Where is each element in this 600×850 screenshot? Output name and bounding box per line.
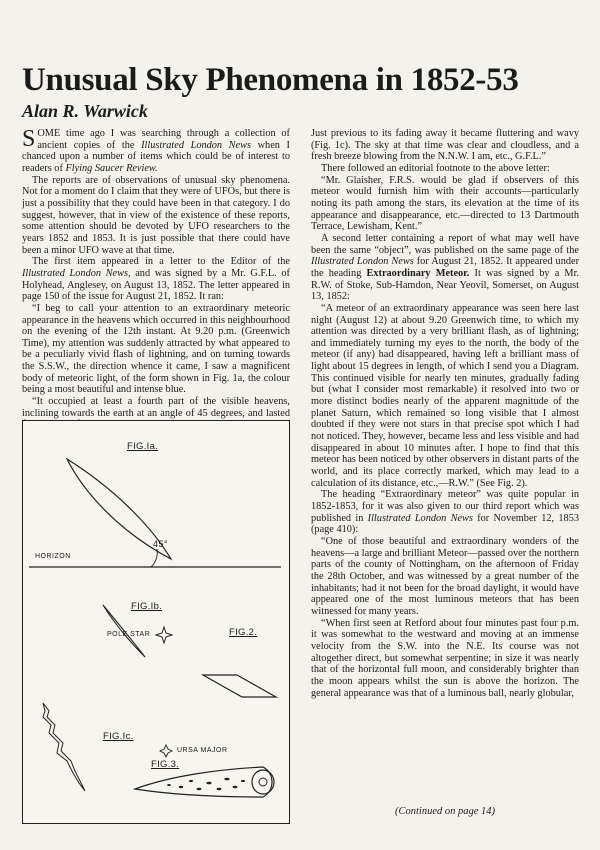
fig1c-wavy-streak: [43, 703, 85, 791]
drop-cap: S: [22, 126, 36, 152]
fig2-parallelogram: [203, 675, 276, 697]
right-column: [311, 128, 579, 699]
paragraph: “When first seen at Retford about four minutes past four p.m. it was somewhat to the westward and moving at an immense velocity from the S.W. into the N.E. Its course was not altogether direct, but somewhat serpentine; in size it was nearly that of the horizontal full moon, and considerably brighter than the moon appears whilst the sun is above the horizon. The general appearance was that of a luminous ball, nearly globular,: [311, 617, 579, 699]
left-column: [22, 128, 290, 454]
paragraph: SOME time ago I was searching through a collection of ancient copies of the Illustrated London News when I chanced upon a number of items which could be of interest to readers of Flying Saucer Review.: [22, 126, 290, 174]
angle-arc: [151, 549, 157, 567]
fig1b-label: FIG.Ib.: [131, 601, 163, 612]
continued-note: (Continued on page 14): [394, 806, 496, 817]
paragraph: “A meteor of an extraordinary appearance was seen here last night (August 12) at about 9.20 Greenwich time, to which my attention was directed by a very brilliant flash, as of lightning; and immediately turning my eyes to the north, the body of the meteor (if any) had disappeared, having left a brilliant mass of light about 15 degrees in length, of which I send you a Diagram. This continued visible for nearly ten minutes, gradually fading but (what I consider most remarkable) it resolved into two or more distinct bodies nearly of the apparent magnitude of the planet Saturn, which remained so long visible that I almost doubted if they were not stars in that precise spot which I had not noticed. They, however, became less and less visible and had disappeared in about 10 minutes after. I hope to find that this meteor has been noticed by other observers in distant parts of the world, and its place correctly marked, which may lead to a calculation of its distance, etc.,—R.W.” (See Fig. 2).: [311, 302, 579, 489]
paragraph: “One of those beautiful and extraordinary wonders of the heavens—a large and brilliant Meteor—passed over the northern parts of the county of Nottingham, on the afternoon of Friday the 28th October, and was witnessed by a great number of the inhabitants; had it not been for the broad daylight, it would have appeared one of the most luminous meteors that has been witnessed for many years.: [311, 535, 579, 617]
fig3-meteor-core: [259, 778, 267, 786]
pole-star-icon: [156, 627, 172, 643]
paragraph: The heading “Extraordinary meteor” was quite popular in 1852-1853, for it was also given to our third report which was published in Illustrated London News for November 12, 1853 (page 410):: [311, 489, 579, 536]
fig3-meteor-dots: [167, 778, 245, 790]
angle-label: 45°: [153, 539, 169, 549]
paragraph: A second letter containing a report of what may well have been the same “object”, was published on the same page of the Illustrated London News for August 21, 1852. It appeared under the heading Extraordinary Meteor. It was signed by a Mr. R.W. of Stoke, Sub-Hamdon, Near Yeovil, Somerset, on August 13, 1852:: [311, 232, 580, 303]
paragraph: “I beg to call your attention to an extraordinary meteoric appearance in the heavens which occurred in this neighbourhood on the evening of the 12th instant. At 9.20 p.m. (Greenwich Time), my attention was suddenly attracted by what appeared to be a peculiarly vivid flash of lightning, and on turning towards the S.S.W., the direction whence it came, I saw a magnificent body of meteoric light, of the form shown in Fig. 1a, the colour being a most beautiful and intense blue.: [22, 302, 290, 396]
paragraph: The reports are of observations of unusual sky phenomena. Not for a moment do I claim that they were of UFOs, but there is just a possibility that they could have been in that category. I do suggest, however, that in view of the existence of these reports, some attention should be devoted by UFO researchers to the years 1852 and 1853. It is just possible that there could have been a minor UFO wave at that time.: [22, 174, 290, 256]
fig3-label: FIG.3.: [151, 759, 180, 770]
paragraph: “It occupied at least a fourth part of the visible heavens, inclining towards the earth at an angle of 45 degrees, and lasted: [22, 396, 290, 419]
article-author: Alan R. Warwick: [22, 101, 148, 121]
ursa-major-star-icon: [160, 745, 172, 757]
fig2-label: FIG.2.: [229, 627, 258, 638]
pole-star-label: POLE STAR: [107, 631, 151, 638]
paragraph: The first item appeared in a letter to the Editor of the Illustrated London News, and was signed by a Mr. G.F.L. of Holyhead, Anglesey, on August 13, 1852. The letter appeared in page 150 of the issue for August 21, 1852. It ran:: [22, 256, 290, 303]
horizon-label: HORIZON: [35, 553, 71, 560]
diagram-figure-box: [22, 420, 290, 824]
fig1c-label: FIG.Ic.: [103, 731, 134, 742]
paragraph: Just previous to its fading away it became fluttering and wavy (Fig. 1c). The sky at that time was clear and cloudless, and a fresh breeze blowing from the N.N.W. I am, etc., G.F.L.”: [311, 128, 579, 163]
paragraph: There followed an editorial footnote to the above letter:: [321, 162, 550, 174]
fig1a-label: FIG.Ia.: [127, 441, 159, 452]
article-title: Unusual Sky Phenomena in 1852-53: [22, 62, 519, 98]
paragraph: “Mr. Glaisher, F.R.S. would be glad if observers of this meteor would furnish him with their accounts—particularly noting its path among the stars, its elevation at the time of its appearance and disappearance, etc.—directed to 13 Dartmouth Terrace, Lewisham, Kent.”: [311, 174, 579, 233]
fig3-meteor-head: [252, 770, 274, 794]
ursa-major-label: URSA MAJOR: [177, 747, 228, 754]
